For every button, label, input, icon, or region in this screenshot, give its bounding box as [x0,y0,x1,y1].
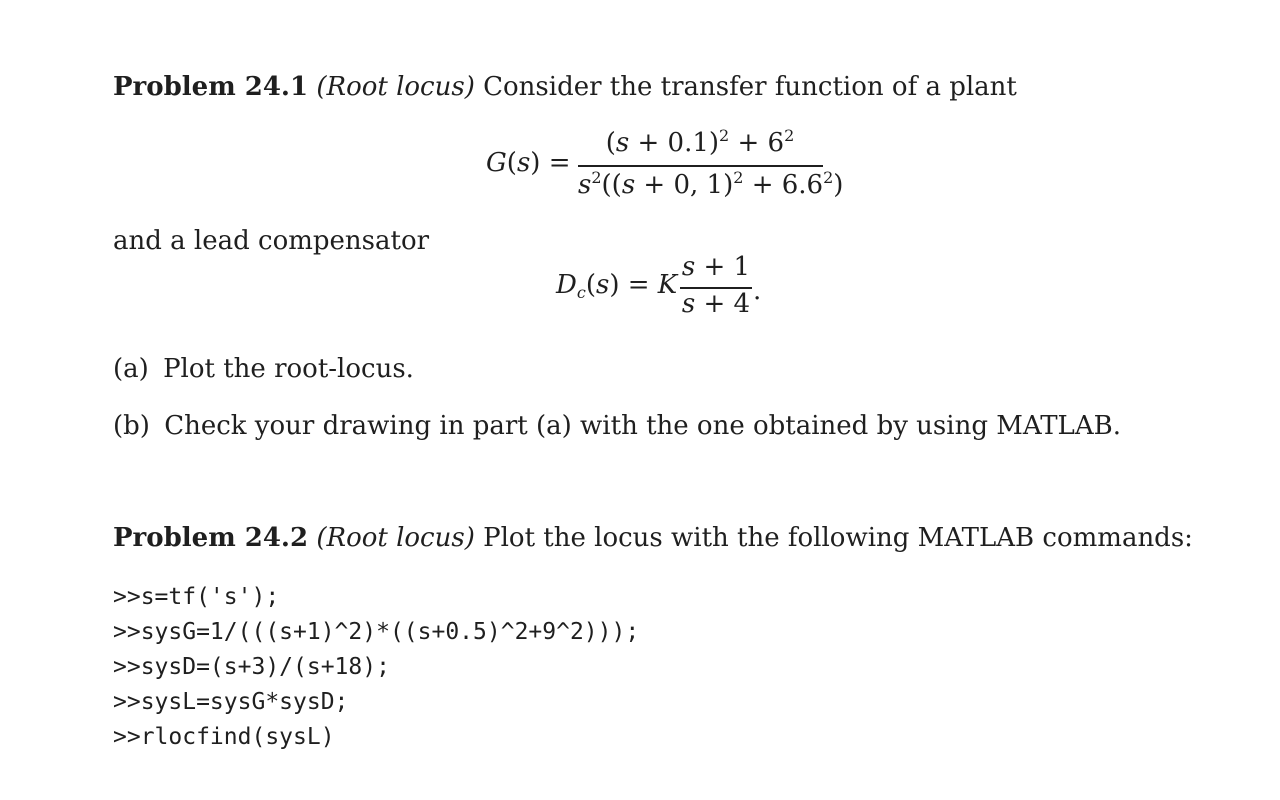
problem-1-text: Consider the transfer function of a plant [483,72,1017,102]
compensator-denominator: s + 4 [681,289,751,319]
compensator-trail: . [753,276,762,306]
part-b-text: Check your drawing in part (a) with the one obtained by using MATLAB. [164,411,1121,441]
part-b [113,410,1121,442]
problem-2-text: Plot the locus with the following MATLAB commands: [483,523,1193,553]
problem-1-label: Problem 24.1 [113,72,309,102]
problem-1-topic: (Root locus) [316,72,475,102]
code-line: >>sysD=(s+3)/(s+18); [113,654,390,680]
compensator-numerator: s + 1 [681,252,751,282]
code-line: >>sysL=sysG*sysD; [113,689,349,715]
plant-denominator: $s^2((s + 0$, $1)^2 + 6.6^2$) [578,168,844,200]
plant-lhs: G(s) = [486,148,571,178]
part-a [113,353,414,385]
plant-numerator: $(s + 0.1)^2 + 6^2$ [605,126,795,158]
code-line: >>rlocfind(sysL) [113,724,335,750]
part-b-marker: (b) [113,411,150,441]
compensator-intro: and a lead compensator [113,226,430,256]
code-line: >>sysG=1/(((s+1)^2)*((s+0.5)^2+9^2))); [113,619,640,645]
problem-1-heading [113,71,1017,103]
part-a-marker: (a) [113,354,149,384]
plant-fraction-bar [578,165,823,167]
problem-2-label: Problem 24.2 [113,523,309,553]
problem-2-heading [113,522,1193,554]
compensator-lhs: Dc(s) = K [556,270,678,302]
problem-2-topic: (Root locus) [316,523,475,553]
part-a-text: Plot the root-locus. [163,354,414,384]
matlab-code-block [113,580,639,755]
code-line: >>s=tf('s'); [113,584,280,610]
